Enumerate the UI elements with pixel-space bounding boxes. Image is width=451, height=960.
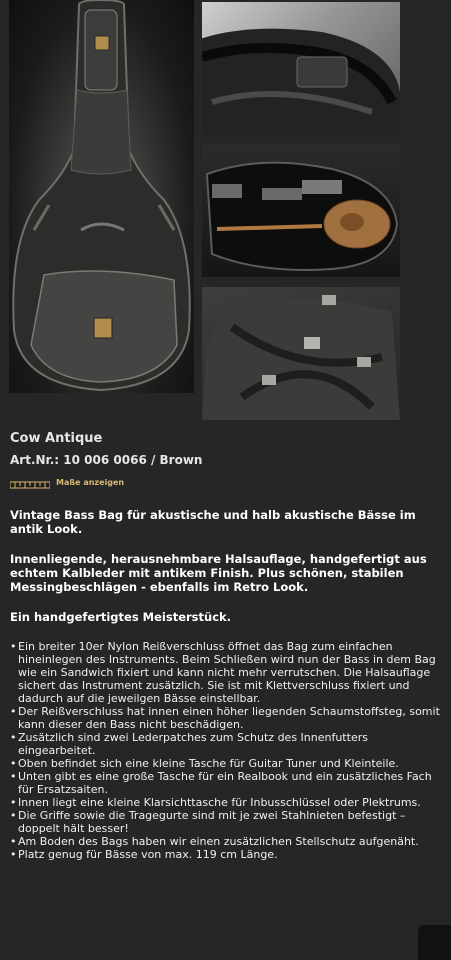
description-detail: Innenliegende, herausnehmbare Halsauflage, handgefertigt aus echtem Kalbleder mit antikem Finish. Plus schönen, stabilen Messingbeschlägen - ebenfalls im Retro Look. [10, 552, 427, 594]
main-product-image[interactable] [9, 0, 194, 393]
article-number: Art.Nr.: 10 006 0066 / Brown [10, 453, 203, 467]
feature-item: • Unten gibt es eine große Tasche für ein Realbook und ein zusätzliches Fach für Ersatzsaiten. [10, 770, 440, 796]
feature-item: • Der Reißverschluss hat innen einen höher liegenden Schaumstoffsteg, somit kann dieser den Bass nicht beschädigen. [10, 705, 440, 731]
feature-item: • Oben befindet sich eine kleine Tasche für Guitar Tuner und Kleinteile. [10, 757, 440, 770]
thumbnail-open-bag[interactable] [202, 2, 400, 135]
description-intro: Vintage Bass Bag für akustische und halb akustische Bässe im antik Look. [10, 508, 416, 536]
ruler-icon [10, 476, 50, 488]
product-gallery [0, 0, 451, 424]
corner-widget[interactable] [418, 925, 451, 960]
thumbnail-bass-inside[interactable] [202, 144, 400, 277]
feature-item: • Die Griffe sowie die Tragegurte sind mit je zwei Stahlnieten befestigt – doppelt hält besser! [10, 809, 440, 835]
feature-item: • Am Boden des Bags haben wir einen zusätzlichen Stellschutz aufgenäht. [10, 835, 440, 848]
thumbnail-back-straps[interactable] [202, 287, 400, 420]
feature-item: • Zusätzlich sind zwei Lederpatches zum Schutz des Innenfutters eingearbeitet. [10, 731, 440, 757]
product-description [10, 508, 440, 624]
feature-item: • Platz genug für Bässe von max. 119 cm Länge. [10, 848, 440, 861]
product-title: Cow Antique [10, 431, 103, 446]
description-masterpiece: Ein handgefertigtes Meisterstück. [10, 610, 232, 624]
feature-item: • Innen liegt eine kleine Klarsichttasche für Inbusschlüssel oder Plektrums. [10, 796, 440, 809]
feature-list [10, 640, 440, 861]
show-size-label: Maße anzeigen [56, 477, 125, 487]
show-size-link[interactable] [10, 474, 440, 490]
feature-item: • Ein breiter 10er Nylon Reißverschluss öffnet das Bag zum einfachen hineinlegen des Instruments. Beim Schließen wird nun der Bass in dem Bag wie ein Sandwich fixiert und kann nicht mehr verrutschen. Die Halsauflage sichert das Instrument zusätzlich. Sie ist mit Klettverschluss fixiert und dadurch auf die jeweilgen Bässe einstellbar. [10, 640, 440, 705]
product-info [10, 430, 440, 861]
